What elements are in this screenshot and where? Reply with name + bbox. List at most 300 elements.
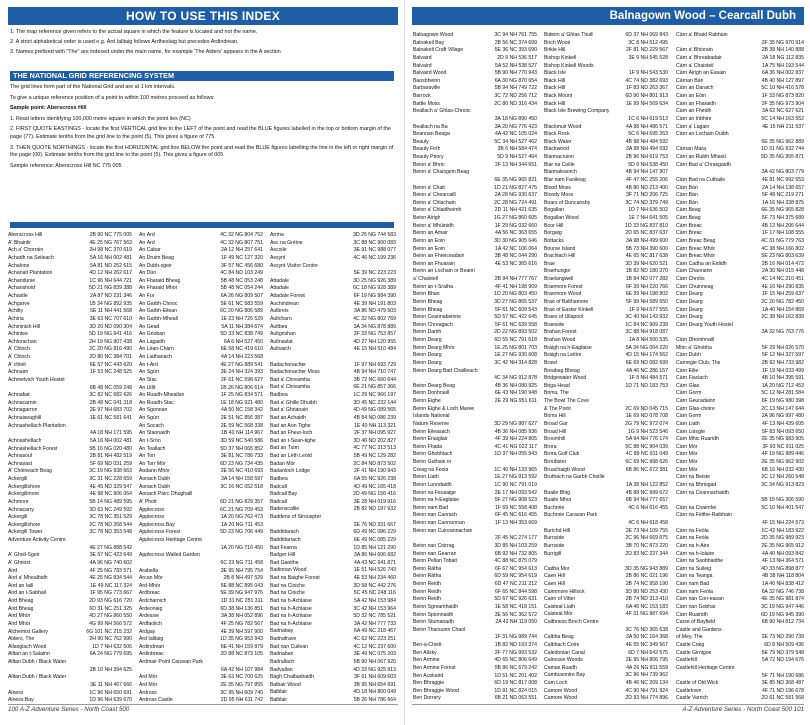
index-entry xyxy=(270,537,396,545)
entry-name: A' Chloch xyxy=(8,354,30,360)
index-entry xyxy=(544,291,668,299)
entry-grid-ref: 1C 90 NC 791 019 xyxy=(494,481,537,488)
index-column-2 xyxy=(139,232,263,702)
entry-grid-ref: 2E 73 NH 109 755 xyxy=(625,527,668,534)
index-entry xyxy=(270,636,396,644)
entry-grid-ref xyxy=(666,390,668,398)
index-entry xyxy=(139,507,263,515)
entry-grid-ref: 5C 10 NH 401 547 xyxy=(761,504,804,511)
entry-grid-ref: 2C 12 NH 260 548 xyxy=(761,474,804,481)
index-entry xyxy=(544,314,668,322)
entry-name: Brae of Balthamore xyxy=(544,298,589,305)
entry-grid-ref: 2C 80 ND 316 434 xyxy=(494,100,537,107)
index-entry xyxy=(139,545,263,553)
entry-grid-ref: 6B 86 NC 672 381 xyxy=(625,466,668,473)
index-entry xyxy=(413,162,537,170)
index-entry xyxy=(270,263,396,271)
index-entry xyxy=(544,627,668,635)
index-entry xyxy=(413,551,537,559)
index-entry xyxy=(270,659,396,667)
index-entry xyxy=(676,70,804,78)
entry-grid-ref xyxy=(802,162,804,170)
entry-grid-ref: 1D 33 NG 837 810 xyxy=(625,222,668,229)
index-entry xyxy=(676,459,804,467)
entry-name: Alltan Dubh / Black Water xyxy=(8,659,67,665)
entry-grid-ref: 2C 84 ND 873 502 xyxy=(353,460,396,467)
index-entry xyxy=(413,230,537,238)
entry-grid-ref xyxy=(802,490,804,498)
entry-grid-ref: 4B 13 NH 206 644 xyxy=(761,222,804,229)
footer-left: 100 A-Z Adventure Series - North Coast 500 xyxy=(8,706,130,713)
entry-name: Blairnacruinn xyxy=(544,154,575,160)
entry-name: Aonach Dubh xyxy=(139,476,171,482)
entry-name: Badbea xyxy=(270,475,288,482)
index-entry xyxy=(8,651,132,659)
entry-name: A' chleit xyxy=(8,361,26,368)
entry-grid-ref: 3A 38 NH 052 896 xyxy=(220,613,263,620)
entry-name: Blar na Coille xyxy=(544,161,575,168)
entry-grid-ref: 3D 25 NG 926 389 xyxy=(353,277,396,284)
index-entry xyxy=(544,78,668,86)
entry-name: Càrnan Bàn xyxy=(676,77,704,84)
index-entry xyxy=(544,63,668,71)
index-entry xyxy=(413,680,537,688)
entry-name: Beinn a' Chlachain xyxy=(413,199,456,206)
entry-grid-ref: 1E 99 NH 569 634 xyxy=(625,100,668,107)
entry-name: An Ruadh-Stac xyxy=(139,399,174,406)
entry-name: Asc na Gréine xyxy=(270,239,303,246)
entry-grid-ref: 4F 25 NG 782 567 xyxy=(220,620,263,627)
index-entry xyxy=(270,362,396,370)
entry-grid-ref: 2F 77 NG 993 532 xyxy=(494,649,537,656)
index-entry xyxy=(544,85,668,93)
entry-name: Àrd Ialltaig xyxy=(139,636,164,643)
index-entry xyxy=(676,642,804,650)
index-entry xyxy=(544,406,668,414)
index-entry xyxy=(676,688,804,696)
index-entry xyxy=(544,124,668,132)
entry-name: Beinn Dearg Bad Chailleach xyxy=(413,367,478,374)
entry-name: Càrn Àirigh an Easain xyxy=(676,70,727,77)
entry-grid-ref: 2F 81 ND 229 567 xyxy=(625,47,668,54)
index-entry xyxy=(676,444,804,452)
entry-grid-ref: 3E 63 NC 707 610 xyxy=(89,315,132,322)
entry-grid-ref: 6D 37 NH 069 843 xyxy=(625,32,668,38)
entry-name xyxy=(413,116,419,124)
entry-name: Ach a' Chorrain xyxy=(8,247,44,254)
entry-name: Achilty xyxy=(8,308,24,315)
index-entry xyxy=(270,255,396,263)
entry-name: Achastle xyxy=(8,293,28,299)
entry-grid-ref: 1F 29 NG 032 660 xyxy=(494,222,537,229)
index-entry xyxy=(544,482,668,490)
entry-grid-ref: 6E 35 NG 965 821 xyxy=(494,176,537,183)
index-entry xyxy=(413,299,537,307)
entry-name: Àird an Iaill xyxy=(8,582,34,589)
index-entry xyxy=(544,253,668,261)
entry-grid-ref: 2B 38 NH 140 888 xyxy=(761,47,804,54)
entry-name: Arrina xyxy=(270,232,284,238)
entry-grid-ref: 4C 62 NC 223 251 xyxy=(353,636,396,643)
entry-name: Bràigh na h-Eaglaise xyxy=(544,344,592,351)
index-entry xyxy=(139,400,263,408)
index-entry xyxy=(8,674,132,682)
entry-name: Balvaird Wood xyxy=(413,70,447,77)
entry-grid-ref: 6F 19 NG 984 390 xyxy=(353,293,396,299)
entry-grid-ref: 2B 86 NC 021 196 xyxy=(625,573,668,580)
entry-name: Boor Hill xyxy=(544,222,564,229)
entry-name: An Garbh-Eilean xyxy=(139,308,178,315)
entry-name: Àird Mhòr xyxy=(8,620,31,627)
index-entry xyxy=(8,545,132,553)
intro-item: 2. A strict alphabetical order is used e.g. Àrd Ialltaig follows Ardheslaig but precedes Ardindrean. xyxy=(10,39,239,46)
entry-grid-ref xyxy=(802,32,804,40)
index-entry xyxy=(270,667,396,675)
index-entry xyxy=(676,505,804,513)
entry-grid-ref: 1F 17 NH 108 555 xyxy=(761,230,804,237)
entry-name: Càrn Mòr xyxy=(676,443,698,450)
entry-grid-ref: 5D 37 NH 065 852 xyxy=(220,445,263,452)
index-entry xyxy=(413,413,537,421)
entry-grid-ref: 3C 19 NG 938 663 xyxy=(89,468,132,475)
index-entry xyxy=(139,575,263,583)
index-entry xyxy=(270,697,396,702)
index-entry xyxy=(8,552,132,560)
entry-grid-ref: 4F 15 NH 224 573 xyxy=(761,520,804,526)
index-entry xyxy=(676,215,804,223)
entry-name xyxy=(676,40,682,48)
entry-name: Càrn na Beiste xyxy=(676,474,711,481)
index-entry xyxy=(544,329,668,337)
entry-grid-ref: 4C 41 NG 022 117 xyxy=(494,443,537,450)
entry-name: Birch Wood xyxy=(544,39,571,46)
index-entry xyxy=(676,299,804,307)
entry-name: Beannan Beaga xyxy=(413,131,450,138)
entry-grid-ref: 5D 33 NC 838 749 xyxy=(220,331,263,338)
entry-grid-ref: 3D 58 NC 442 276 xyxy=(353,582,396,589)
index-entry xyxy=(8,255,132,263)
entry-grid-ref: 1C 84 NC 909 239 xyxy=(625,321,668,328)
entry-grid-ref: 1F 33 NG 873 820 xyxy=(761,93,804,99)
index-entry xyxy=(544,429,668,437)
entry-grid-ref: 5B 94 NH 749 722 xyxy=(494,85,537,92)
entry-grid-ref xyxy=(130,674,132,682)
index-entry xyxy=(676,474,804,482)
entry-name: Achintee xyxy=(8,331,29,338)
entry-name: Beinn Reidh xyxy=(413,596,442,603)
entry-grid-ref: 2E 35 NG 797 855 xyxy=(220,681,263,688)
entry-name: Càrn Breac xyxy=(676,230,702,237)
entry-grid-ref: 6D 31 NC 251 325 xyxy=(89,605,132,612)
index-entry xyxy=(139,613,263,621)
entry-grid-ref: 6A 42 NH 107 984 xyxy=(220,666,263,673)
entry-grid-ref: 4C 46 NC 199 236 xyxy=(353,254,396,261)
index-entry xyxy=(139,667,263,675)
entry-name: Beinn Dearg Mhòr xyxy=(413,344,455,351)
entry-grid-ref: 1E 18 NG 921 480 xyxy=(220,399,263,406)
index-entry xyxy=(270,278,396,286)
index-entry xyxy=(544,512,668,520)
index-entry xyxy=(270,339,396,347)
index-entry xyxy=(413,154,537,162)
index-entry xyxy=(544,566,668,574)
index-entry xyxy=(676,139,804,147)
entry-grid-ref: 4A 14 NH 223 568 xyxy=(220,354,263,360)
entry-grid-ref: 3D 45 NC 232 144 xyxy=(353,399,396,406)
entry-grid-ref: 5C 14 NH 163 552 xyxy=(761,115,804,122)
entry-name: Braelangwell xyxy=(544,276,574,282)
entry-grid-ref: 4C 38 NH 166 802 xyxy=(761,245,804,252)
entry-name: Càrn an Ruibh Mhaoil xyxy=(676,154,726,160)
entry-grid-ref: 3C 40 NH 142 932 xyxy=(625,314,668,321)
entry-grid-ref: 6F 19 NG 980 398 xyxy=(761,398,804,404)
index-entry xyxy=(544,154,668,162)
index-entry xyxy=(413,85,537,93)
index-entry xyxy=(8,522,132,530)
entry-grid-ref: 5F 83 NH 093 650 xyxy=(761,428,804,435)
entry-grid-ref: 2F 35 NG 970 914 xyxy=(761,39,804,46)
index-entry xyxy=(676,207,804,215)
entry-name: Ackergillmore xyxy=(8,491,40,498)
entry-grid-ref: 2H 98 NC 370 619 xyxy=(89,247,132,254)
entry-grid-ref: 4F 39 NH 224 805 xyxy=(494,436,537,443)
entry-grid-ref: 5E 39 NC 223 223 xyxy=(353,270,396,277)
entry-grid-ref: 1D 85 NH 121 290 xyxy=(353,544,396,551)
entry-name: Buchnrie Caravan Park xyxy=(544,512,598,519)
index-entry xyxy=(8,385,132,393)
index-entry xyxy=(139,659,263,667)
entry-name: Beinn Dearg xyxy=(413,359,442,366)
index-entry xyxy=(270,499,396,507)
entry-grid-ref: 4A 98 NH 486 571 xyxy=(625,123,668,130)
entry-grid-ref: 3D 80 ND 253 430 xyxy=(625,588,668,595)
entry-name: Aultnaslat xyxy=(270,338,293,345)
index-entry xyxy=(544,657,668,665)
entry-name: Creag na Feola xyxy=(413,466,449,473)
entry-name: Bad na Cloiche xyxy=(270,582,305,589)
entry-grid-ref xyxy=(535,627,537,635)
index-entry xyxy=(544,672,668,680)
index-entry xyxy=(413,40,537,48)
entry-grid-ref: 4B 36 NH 080 925 xyxy=(494,382,537,389)
index-entry xyxy=(676,467,804,475)
index-entry xyxy=(270,308,396,316)
entry-name: An Gead xyxy=(139,323,160,330)
index-entry xyxy=(413,169,537,177)
entry-grid-ref: 5E 23 NG 803 639 xyxy=(761,253,804,260)
entry-grid-ref: 3E 56 NC 362 572 xyxy=(494,611,537,618)
entry-grid-ref xyxy=(261,552,263,560)
index-entry xyxy=(544,688,668,696)
index-entry xyxy=(676,146,804,154)
footer-right: A-Z Adventure Series - North Coast 500 101 xyxy=(682,706,804,713)
entry-name: Beinn nan Caorach xyxy=(413,512,458,519)
index-entry xyxy=(139,651,263,659)
entry-name: of Mey, The xyxy=(676,634,703,641)
index-entry xyxy=(676,413,804,421)
entry-grid-ref: 2D 11 NH 421 635 xyxy=(494,207,537,214)
entry-name: Applecross Walled Garden xyxy=(139,552,200,559)
index-entry xyxy=(676,200,804,208)
entry-grid-ref: 6A 55 NC 926 238 xyxy=(353,475,396,482)
entry-name: An Fur xyxy=(139,293,155,299)
index-entry xyxy=(8,468,132,476)
index-entry xyxy=(139,468,263,476)
entry-name: Beinn Lunndaidh xyxy=(413,481,452,488)
entry-grid-ref: 3D 20 ND 090 304 xyxy=(89,323,132,330)
entry-name: An Socach xyxy=(139,422,164,429)
entry-name: Càrn nan Gobhar xyxy=(676,603,716,610)
entry-name: Castle Girnigoe xyxy=(676,649,712,656)
entry-grid-ref: 3D 85 NH 103 259 xyxy=(494,542,537,549)
entry-name: Cambusontre Bay xyxy=(544,672,586,679)
index-entry xyxy=(139,346,263,354)
index-entry xyxy=(413,352,537,360)
entry-grid-ref xyxy=(261,491,263,499)
entry-name: Càrn Chaorainn xyxy=(676,268,713,275)
index-entry xyxy=(8,476,132,484)
page-title-right: Balnagown Wood – Cearcall Dubh xyxy=(412,7,804,25)
entry-name: Càrn na h-Ìolaire xyxy=(676,550,715,557)
entry-grid-ref: 6F 45 NC 616 455 xyxy=(494,512,537,519)
entry-name: Càrn Eilie xyxy=(676,367,699,374)
index-entry xyxy=(270,514,396,522)
entry-grid-ref: 6E 35 NG 965 828 xyxy=(761,207,804,214)
entry-name: Càrn Breac xyxy=(676,222,702,229)
index-entry xyxy=(8,293,132,301)
index-entry xyxy=(270,567,396,575)
index-entry xyxy=(676,634,804,642)
entry-grid-ref: 5A 34 NG 064 220 xyxy=(625,344,668,351)
index-entry xyxy=(676,352,804,360)
entry-name: Arabella xyxy=(139,567,158,574)
entry-grid-ref: 3C 19 NG 947 446 xyxy=(761,603,804,610)
entry-grid-ref: 1D 37 NH 055 943 xyxy=(494,451,537,458)
entry-name: Badan Mòr xyxy=(270,460,296,467)
entry-name: Baosbheinn xyxy=(413,77,441,84)
index-entry xyxy=(544,169,668,177)
entry-grid-ref: 5C 6 NH 595 263 xyxy=(628,131,668,138)
entry-grid-ref: 1E 69 ND 078 708 xyxy=(625,413,668,420)
entry-name: Àrd Mòr xyxy=(139,681,158,688)
index-entry xyxy=(270,506,396,514)
entry-grid-ref: 6A 30 NG 870 654 xyxy=(494,77,537,84)
entry-grid-ref xyxy=(666,63,668,71)
index-entry xyxy=(413,314,537,322)
entry-name: Cam Loch xyxy=(544,680,568,687)
entry-grid-ref: 3F 71 ND 206 725 xyxy=(625,192,668,199)
entry-name: Càrn Ruairidh xyxy=(676,611,708,618)
index-entry xyxy=(544,467,668,475)
index-entry xyxy=(139,278,263,286)
entry-name: Càrn na Bhriogad xyxy=(676,481,717,488)
entry-grid-ref: 2E 56 NC 410 693 xyxy=(220,468,263,475)
entry-name: Castle of Old Wick xyxy=(676,680,719,687)
entry-grid-ref: 3D 39 NH 620 521 xyxy=(625,260,668,267)
index-entry xyxy=(139,247,263,255)
entry-name: Càrn na Cnaimhe xyxy=(676,504,717,511)
entry-grid-ref: 3B 70 NC 873 220 xyxy=(625,542,668,549)
entry-grid-ref: 5E 35 NG 962 889 xyxy=(761,138,804,145)
index-entry xyxy=(139,446,263,454)
entry-name: An Uillt xyxy=(139,384,156,391)
index-entry xyxy=(676,78,804,86)
index-entry xyxy=(544,32,668,40)
entry-name: Beinn Bhan xyxy=(413,291,440,298)
entry-name: Caisteal Liath xyxy=(544,603,576,610)
entry-name: Beallach a' Ghlas-Chnoic xyxy=(413,108,471,115)
index-entry xyxy=(676,223,804,231)
entry-name: Bogallan xyxy=(544,207,565,214)
entry-grid-ref: 1C 29 NC 966 197 xyxy=(353,392,396,399)
entry-grid-ref: 3A 42 NG 803 779 xyxy=(761,169,804,176)
index-entry xyxy=(139,316,263,324)
index-entry xyxy=(544,383,668,391)
entry-grid-ref: 3C 34 NG 913 823 xyxy=(761,481,804,488)
entry-grid-ref: 1D 20 NG 803 450 xyxy=(494,291,537,298)
entry-grid-ref: 1A 40 NH 154 869 xyxy=(761,306,804,313)
index-entry xyxy=(676,680,804,688)
entry-grid-ref: 6D 7 NH 642 575 xyxy=(628,649,668,656)
index-entry xyxy=(8,346,132,354)
entry-name: Càrn an Fharaidh xyxy=(676,100,717,107)
index-entry xyxy=(8,697,132,702)
entry-name: Achgarve xyxy=(8,300,30,307)
entry-grid-ref: 4D 27 NH 120 955 xyxy=(353,338,396,345)
entry-grid-ref: 5B 15 NG 306 590 xyxy=(761,497,804,504)
grid-text-item: Sample point: Aberscross Hill xyxy=(10,105,87,112)
entry-name: Beinn a' Chait xyxy=(413,184,445,191)
entry-grid-ref: 1F 69 NC 558 408 xyxy=(494,504,537,511)
index-entry xyxy=(676,535,804,543)
entry-name: Beinn Bheag xyxy=(413,306,443,313)
index-entry xyxy=(413,70,537,78)
entry-name: Alltan an t-Salainn xyxy=(8,651,50,658)
index-entry xyxy=(413,238,537,246)
entry-grid-ref: 1C 40 NH 133 965 xyxy=(494,466,537,473)
index-entry xyxy=(139,331,263,339)
entry-name: Beinn Guthais or xyxy=(413,459,452,465)
entry-grid-ref: 5D 23 NG 706 449 xyxy=(220,529,263,536)
entry-grid-ref: 2C 20 NG 782 450 xyxy=(761,298,804,305)
entry-name: An Cabar xyxy=(139,247,161,254)
entry-grid-ref: 6D 19 NC 817 008 xyxy=(494,680,537,687)
entry-name: Bad na h-Achlaise xyxy=(270,605,312,612)
index-entry xyxy=(8,636,132,644)
entry-name: Beinn Eighe xyxy=(413,398,441,404)
index-entry xyxy=(413,451,537,459)
entry-grid-ref: 4A 50 NC 158 342 xyxy=(220,407,263,414)
index-entry xyxy=(139,491,263,499)
entry-grid-ref: 1E 49 NC 117 324 xyxy=(90,582,132,589)
index-entry xyxy=(676,360,804,368)
entry-name: Càrn Bàn xyxy=(676,184,698,191)
entry-name: Càrn Dhomhnaill xyxy=(676,337,715,343)
entry-name: Baddens of Strouspter xyxy=(270,514,322,521)
entry-grid-ref: 2E 51 NC 856 387 xyxy=(220,415,263,421)
index-entry xyxy=(413,512,537,520)
entry-name: Càrn Dearg xyxy=(676,306,703,313)
entry-name: Baddidarrach xyxy=(270,536,301,543)
entry-grid-ref: 1A 16 NH 338 875 xyxy=(761,199,804,206)
entry-grid-ref: 6B 94 NH 777 657 xyxy=(625,497,668,504)
entry-name: Caisteal Mòr xyxy=(544,611,573,618)
entry-name xyxy=(8,545,14,553)
entry-grid-ref: 6D 8 NH 509 436 xyxy=(764,642,804,648)
index-entry xyxy=(8,613,132,621)
index-entry xyxy=(413,520,537,528)
entry-name xyxy=(8,682,14,690)
